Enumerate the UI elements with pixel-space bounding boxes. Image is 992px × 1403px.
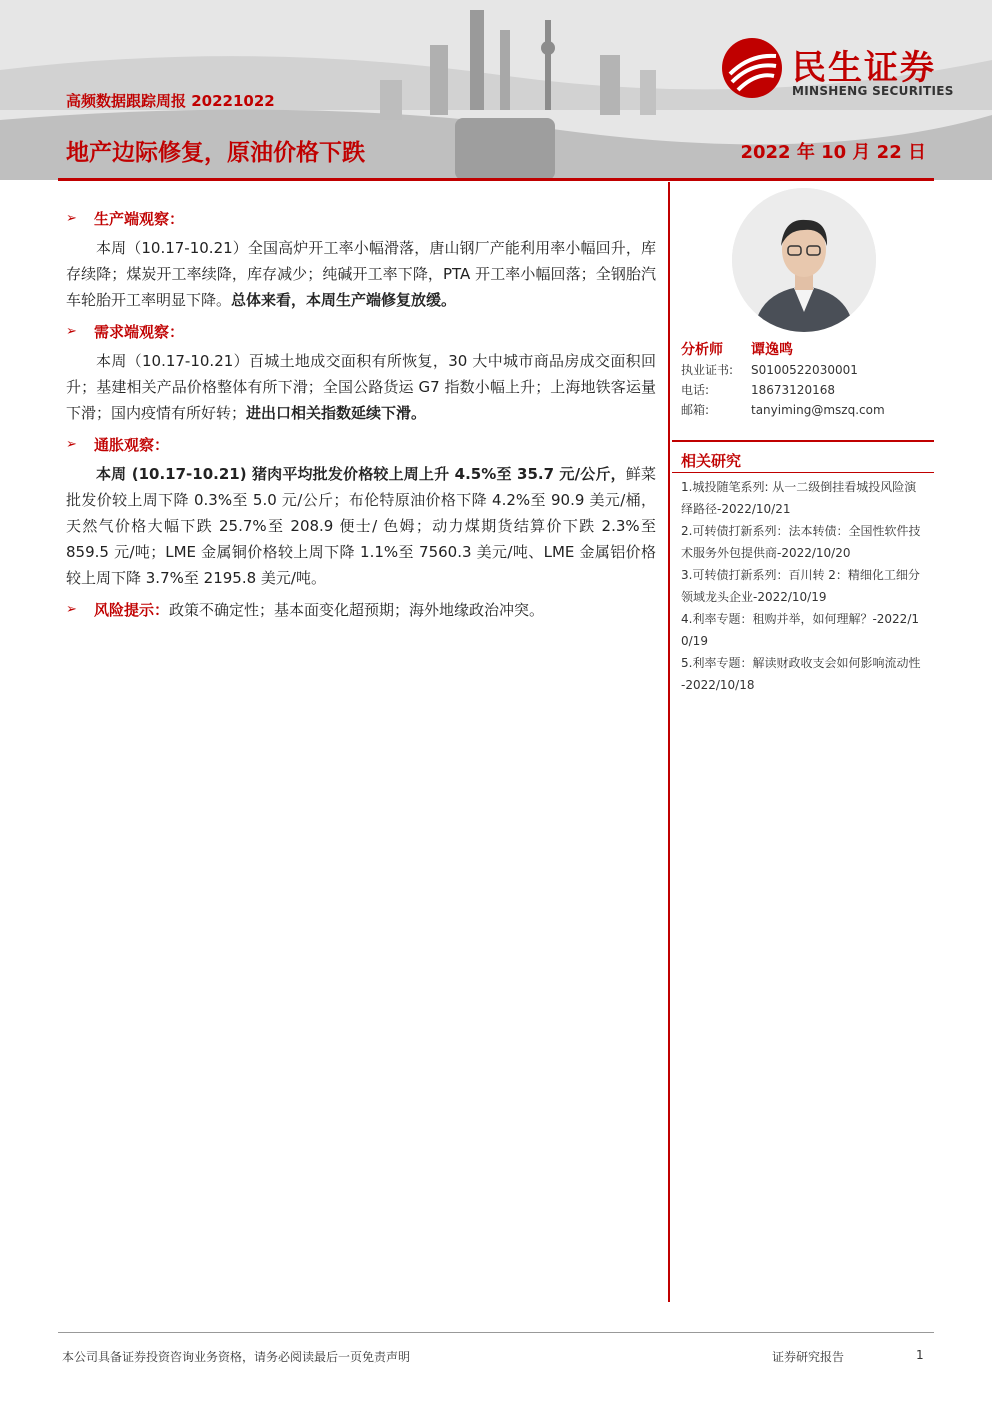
related-item-line[interactable]: 术服务外包提供商-2022/10/20 (681, 546, 851, 560)
risk-text: 政策不确定性；基本面变化超预期；海外地缘政治冲突。 (169, 601, 545, 619)
logo-english-name: MINSHENG SECURITIES (792, 84, 954, 98)
related-item-line[interactable]: 4.利率专题：租购并举，如何理解？-2022/1 (681, 612, 919, 626)
related-item-line[interactable]: 5.利率专题：解读财政收支会如何影响流动性 (681, 656, 921, 670)
related-item-line[interactable]: 3.可转债打新系列：百川转 2：精细化工细分 (681, 568, 920, 582)
related-item-line[interactable]: -2022/10/18 (681, 678, 755, 692)
related-item-line[interactable]: 领域龙头企业-2022/10/19 (681, 590, 827, 604)
sidebar-divider-thin (672, 472, 934, 473)
analyst-name-row: 分析师 谭逸鸣 (681, 342, 793, 358)
chevron-right-icon: ➢ (66, 211, 77, 226)
section-body-inflation: 本周 (10.17-10.21) 猪肉平均批发价格较上周上升 4.5%至 35.7 元/公斤，鲜菜批发价较上周下降 0.3%至 5.0 元/公斤；布伦特原油价格下降 4.2%至 90.9 美元/桶，天然气价格大幅下跌 25.7%至 208.9 便士/ 色姆；动力煤期货结算价下跌 2.3%至 859.5 元/吨；LME 金属铜价格较上周下降 1.1%至 7560.3 美元/吨、LME 金属铝价格较上周下降 3.7%至 2195.8 美元/吨。 (66, 465, 656, 587)
logo-chinese-name: 民生证券 (792, 48, 936, 88)
minsheng-logo (720, 36, 965, 106)
sidebar-divider (672, 440, 934, 442)
section-heading-production: ➢ 生产端观察： (66, 210, 185, 228)
header-divider (58, 178, 934, 181)
related-item-line[interactable]: 0/19 (681, 634, 708, 648)
analyst-info (681, 340, 931, 420)
section-heading-demand: ➢ 需求端观察： (66, 323, 185, 341)
main-content (66, 208, 656, 620)
related-research-title: 相关研究 (681, 452, 742, 470)
chevron-right-icon: ➢ (66, 324, 77, 339)
minsheng-logo-mark-icon (720, 36, 784, 100)
report-title: 地产边际修复，原油价格下跌 (66, 140, 365, 166)
section-body-demand: 本周（10.17-10.21）百城土地成交面积有所恢复，30 大中城市商品房成交面积回升；基建相关产品价格整体有所下滑；全国公路货运 G7 指数小幅上升；上海地铁客运量下滑；国内疫情有所好转；进出口相关指数延续下滑。 (66, 352, 656, 422)
risk-label: 风险提示： (94, 601, 170, 619)
report-series: 高频数据跟踪周报 20221022 (66, 92, 275, 110)
analyst-phone-row: 电话: 18673120168 (681, 383, 835, 397)
footer-doc-type: 证券研究报告 (772, 1350, 845, 1364)
section-heading-inflation: ➢ 通胀观察： (66, 436, 170, 454)
related-item-line[interactable]: 绎路径-2022/10/21 (681, 502, 791, 516)
analyst-avatar-icon (732, 188, 876, 332)
chevron-right-icon: ➢ (66, 437, 77, 452)
analyst-email-link[interactable]: tanyiming@mszq.com (751, 403, 885, 417)
section-body-production: 本周（10.17-10.21）全国高炉开工率小幅滑落，唐山钢厂产能利用率小幅回升，库存续降；煤炭开工率续降，库存减少；纯碱开工率下降，PTA 开工率小幅回落；全钢胎汽车轮胎开工率明显下降。总体来看，本周生产端修复放缓。 (66, 239, 656, 309)
report-date: 2022 年 10 月 22 日 (740, 142, 926, 163)
analyst-name: 谭逸鸣 (751, 342, 793, 358)
column-divider (668, 182, 670, 1302)
footer-divider (58, 1332, 934, 1333)
analyst-photo (732, 188, 876, 332)
related-research-list (681, 476, 929, 696)
risk-note (66, 599, 656, 620)
analyst-cert-row: 执业证书: S0100522030001 (681, 363, 858, 377)
analyst-email-row: 邮箱: tanyiming@mszq.com (681, 400, 931, 420)
related-item-line[interactable]: 2.可转债打新系列：法本转债：全国性软件技 (681, 524, 921, 538)
footer-disclaimer: 本公司具备证券投资咨询业务资格，请务必阅读最后一页免责声明 (62, 1350, 411, 1364)
chevron-right-icon: ➢ (66, 602, 77, 617)
related-item-line[interactable]: 1.城投随笔系列: 从一二级倒挂看城投风险演 (681, 480, 917, 494)
page-number: 1 (916, 1348, 924, 1362)
